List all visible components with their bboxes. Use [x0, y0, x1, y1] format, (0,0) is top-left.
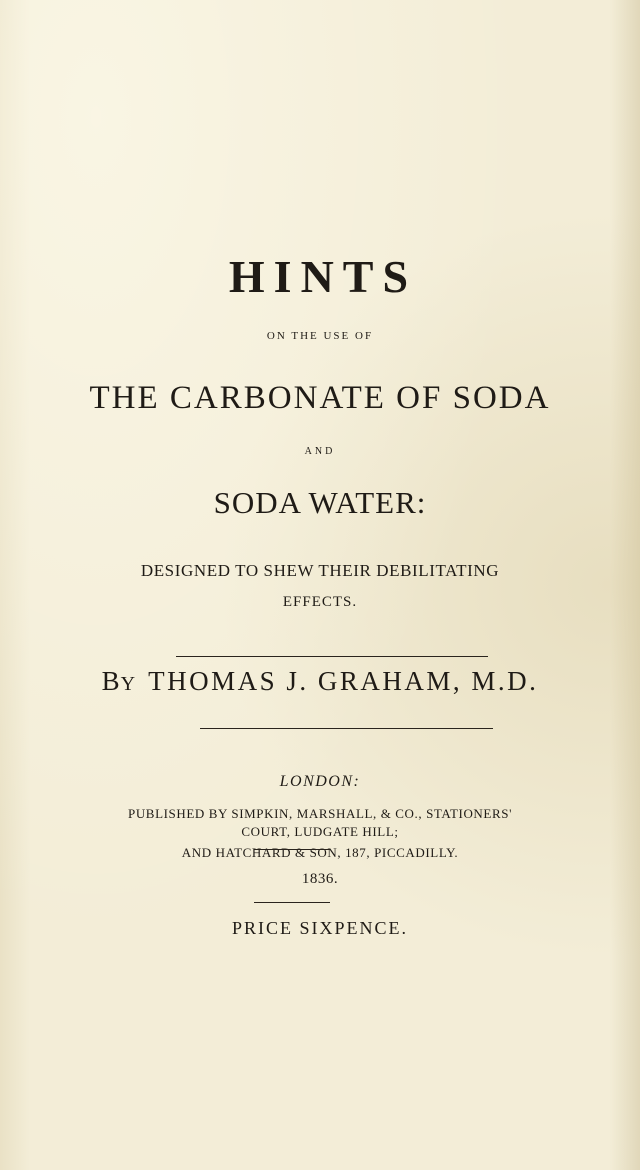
- subtitle-soda-water: SODA WATER:: [213, 485, 427, 520]
- subtitle-carbonate-of-soda: THE CARBONATE OF SODA: [89, 380, 551, 416]
- imprint-publisher-line-3: AND HATCHARD & SON, 187, PICCADILLY.: [181, 845, 459, 860]
- imprint-publisher-line-1: PUBLISHED BY SIMPKIN, MARSHALL, & CO., STATIONERS': [127, 806, 513, 821]
- subtitle-and: AND: [304, 446, 336, 457]
- author-rule-bottom: [200, 728, 493, 729]
- description-line-1: DESIGNED TO SHEW THEIR DEBILITATING: [140, 561, 500, 580]
- subtitle-on-use-of: ON THE USE OF: [266, 330, 374, 342]
- imprint-place: LONDON:: [279, 773, 361, 790]
- author-rule-top: [176, 656, 488, 657]
- imprint-year: 1836.: [301, 871, 339, 887]
- year-rule-top: [254, 849, 330, 850]
- price-line: PRICE SIXPENCE.: [231, 918, 409, 938]
- author-line: [0, 668, 640, 695]
- author-by-b: B: [101, 666, 121, 696]
- author-name: THOMAS J. GRAHAM, M.D.: [148, 666, 539, 696]
- author-by-y: Y: [120, 673, 137, 695]
- imprint-publisher-line-2: COURT, LUDGATE HILL;: [241, 824, 399, 839]
- description-line-2: EFFECTS.: [282, 594, 358, 610]
- year-rule-bottom: [254, 902, 330, 903]
- book-title: HINTS: [228, 251, 418, 302]
